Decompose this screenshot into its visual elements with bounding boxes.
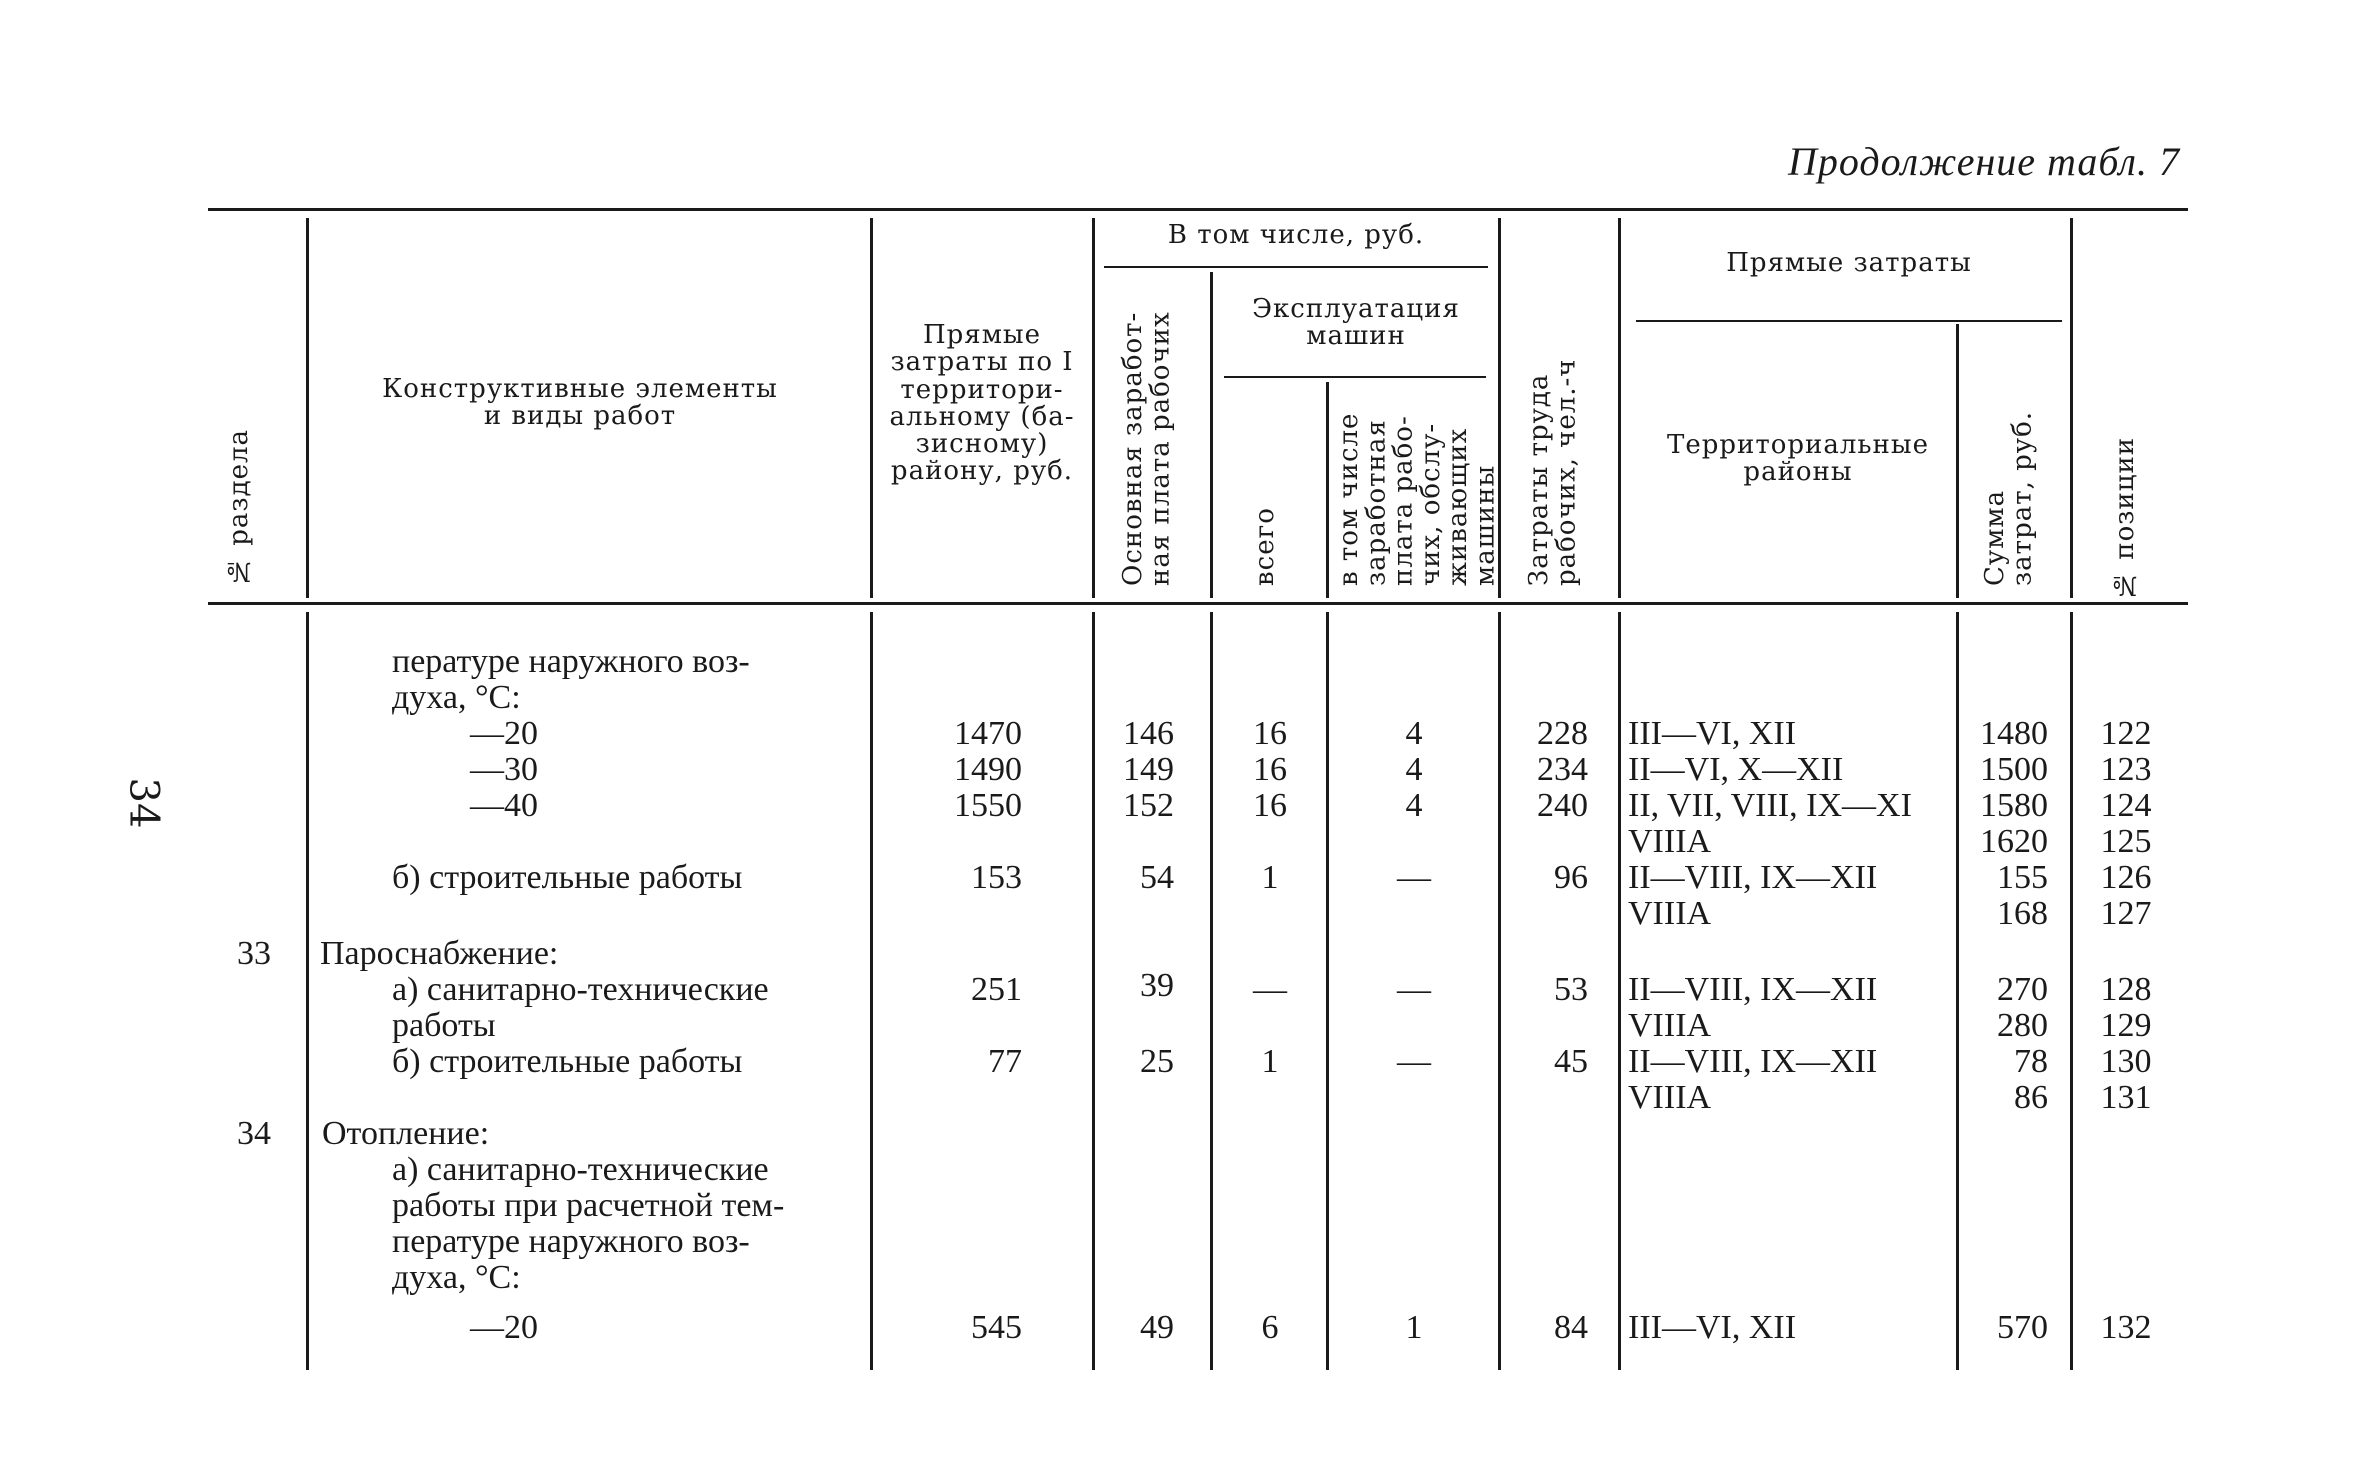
cell-base-wage: 39 <box>1140 967 1174 1004</box>
header-including: В том числе, руб. <box>1167 220 1425 250</box>
cell-machine-total: 16 <box>1253 751 1287 788</box>
cell-sum: 280 <box>1997 1007 2048 1044</box>
cell-labor: 234 <box>1537 751 1588 788</box>
cell-base-cost: 77 <box>988 1043 1022 1080</box>
cell-description: —30 <box>470 751 538 788</box>
cell-machine-total: 6 <box>1261 1309 1279 1346</box>
cell-sum: 570 <box>1997 1309 2048 1346</box>
cell-base-cost: 1490 <box>954 751 1022 788</box>
header-col-divider <box>1618 218 1621 598</box>
body-col-divider <box>870 612 873 1370</box>
cell-machine-total: 1 <box>1261 1043 1279 1080</box>
cell-regions: VIIIA <box>1628 895 1712 932</box>
cell-machine-wage: — <box>1397 1043 1431 1080</box>
cell-regions: VIIIA <box>1628 1079 1712 1116</box>
cell-section-no: 33 <box>237 935 271 972</box>
cell-machine-total: 16 <box>1253 715 1287 752</box>
cell-base-cost: 251 <box>971 971 1022 1008</box>
body-col-divider <box>1326 612 1329 1370</box>
body-col-divider <box>1618 612 1621 1370</box>
cell-machine-wage: — <box>1397 859 1431 896</box>
cell-sum: 1580 <box>1980 787 2048 824</box>
cell-regions: II—VIII, IX—XII <box>1628 859 1878 896</box>
body-col-divider <box>1210 612 1213 1370</box>
cell-description: духа, °С: <box>392 1259 521 1296</box>
cell-base-cost: 1550 <box>954 787 1022 824</box>
cell-machine-total: — <box>1253 971 1287 1008</box>
cell-position: 125 <box>2100 823 2152 860</box>
cell-labor: 240 <box>1537 787 1588 824</box>
header-section-no: № раздела <box>224 428 254 586</box>
cell-position: 129 <box>2100 1007 2152 1044</box>
cell-description: пературе наружного воз- <box>392 643 750 680</box>
cell-labor: 96 <box>1554 859 1588 896</box>
cell-description: б) строительные работы <box>392 859 743 896</box>
table-top-rule <box>208 208 2188 211</box>
page-number: 34 <box>120 777 167 829</box>
header-sum: Сумма затрат, руб. <box>1980 411 2038 586</box>
cell-labor: 84 <box>1554 1309 1588 1346</box>
cell-section-no: 34 <box>237 1115 271 1152</box>
cell-position: 124 <box>2100 787 2152 824</box>
cell-base-cost: 1470 <box>954 715 1022 752</box>
header-position-no: № позиции <box>2110 436 2140 600</box>
header-machine-total: всего <box>1250 507 1280 586</box>
header-col-divider <box>306 218 309 598</box>
header-regions: Территориальные районы <box>1667 430 1929 488</box>
cell-machine-wage: 4 <box>1405 751 1423 788</box>
cell-regions: VIIIA <box>1628 823 1712 860</box>
header-elements: Конструктивные элементы и виды работ <box>382 374 778 432</box>
cell-sum: 155 <box>1997 859 2048 896</box>
cell-machine-wage: 1 <box>1405 1309 1423 1346</box>
cell-base-cost: 545 <box>971 1309 1022 1346</box>
cell-regions: II—VIII, IX—XII <box>1628 971 1878 1008</box>
cell-position: 132 <box>2100 1309 2152 1346</box>
header-direct-costs-base: Прямые затраты по I территори-альному (ба-зисному) району, руб. <box>889 320 1075 487</box>
cell-description: работы <box>392 1007 496 1044</box>
cell-sum: 1620 <box>1980 823 2048 860</box>
header-col-divider <box>1092 218 1095 598</box>
cell-machine-wage: 4 <box>1405 787 1423 824</box>
cell-description: —20 <box>470 1309 538 1346</box>
header-direct-costs: Прямые затраты <box>1726 248 1972 278</box>
cell-position: 128 <box>2100 971 2152 1008</box>
cell-base-wage: 54 <box>1140 859 1174 896</box>
header-col-divider <box>1956 324 1959 598</box>
cell-base-wage: 152 <box>1123 787 1174 824</box>
body-col-divider <box>2070 612 2073 1370</box>
body-col-divider <box>1092 612 1095 1370</box>
header-col-divider <box>870 218 873 598</box>
cell-sum: 168 <box>1997 895 2048 932</box>
cell-description: —20 <box>470 715 538 752</box>
cell-regions: II—VIII, IX—XII <box>1628 1043 1878 1080</box>
cell-position: 127 <box>2100 895 2152 932</box>
cell-base-wage: 149 <box>1123 751 1174 788</box>
cell-description: —40 <box>470 787 538 824</box>
cell-position: 122 <box>2100 715 2152 752</box>
cell-regions: II, VII, VIII, IX—XI <box>1628 787 1912 824</box>
cell-machine-total: 16 <box>1253 787 1287 824</box>
cell-description: работы при расчетной тем- <box>392 1187 785 1224</box>
cell-base-wage: 146 <box>1123 715 1174 752</box>
cell-labor: 228 <box>1537 715 1588 752</box>
cell-description: а) санитарно-технические <box>392 1151 769 1188</box>
cell-description: пературе наружного воз- <box>392 1223 750 1260</box>
cell-position: 123 <box>2100 751 2152 788</box>
cell-sum: 78 <box>2014 1043 2048 1080</box>
body-col-divider <box>1498 612 1501 1370</box>
cell-sum: 86 <box>2014 1079 2048 1116</box>
header-col-divider <box>1210 272 1213 598</box>
header-labor: Затраты труда рабочих, чел.-ч <box>1524 358 1582 586</box>
cell-base-wage: 25 <box>1140 1043 1174 1080</box>
header-col-divider <box>1326 382 1329 598</box>
cell-description: Отопление: <box>322 1115 490 1152</box>
cell-regions: III—VI, XII <box>1628 1309 1797 1346</box>
body-col-divider <box>306 612 309 1370</box>
cell-description: б) строительные работы <box>392 1043 743 1080</box>
header-machine-ops: Эксплуатация машин <box>1252 294 1460 352</box>
cell-sum: 1480 <box>1980 715 2048 752</box>
cell-sum: 270 <box>1997 971 2048 1008</box>
body-col-divider <box>1956 612 1959 1370</box>
direct-costs-subrule <box>1636 320 2062 322</box>
cell-regions: III—VI, XII <box>1628 715 1797 752</box>
cell-regions: VIIIA <box>1628 1007 1712 1044</box>
header-machine-wage: в том числе заработная плата рабо-чих, обслу-живающих машины <box>1334 412 1501 586</box>
header-bottom-rule <box>208 602 2188 605</box>
machine-subrule <box>1224 376 1486 378</box>
cell-machine-total: 1 <box>1261 859 1279 896</box>
cell-position: 131 <box>2100 1079 2152 1116</box>
cell-description: а) санитарно-технические <box>392 971 769 1008</box>
including-subrule <box>1104 266 1488 268</box>
cell-base-cost: 153 <box>971 859 1022 896</box>
table-continuation-caption: Продолжение табл. 7 <box>1787 139 2180 184</box>
header-col-divider <box>2070 218 2073 598</box>
cell-description: духа, °С: <box>392 679 521 716</box>
cell-position: 130 <box>2100 1043 2152 1080</box>
cell-labor: 45 <box>1554 1043 1588 1080</box>
cell-base-wage: 49 <box>1140 1309 1174 1346</box>
cell-machine-wage: — <box>1397 971 1431 1008</box>
cell-position: 126 <box>2100 859 2152 896</box>
cell-description: Пароснабжение: <box>320 935 559 972</box>
cell-sum: 1500 <box>1980 751 2048 788</box>
cell-machine-wage: 4 <box>1405 715 1423 752</box>
cell-regions: II—VI, X—XII <box>1628 751 1844 788</box>
cell-labor: 53 <box>1554 971 1588 1008</box>
header-base-wage: Основная заработ-ная плата рабочих <box>1118 311 1176 586</box>
